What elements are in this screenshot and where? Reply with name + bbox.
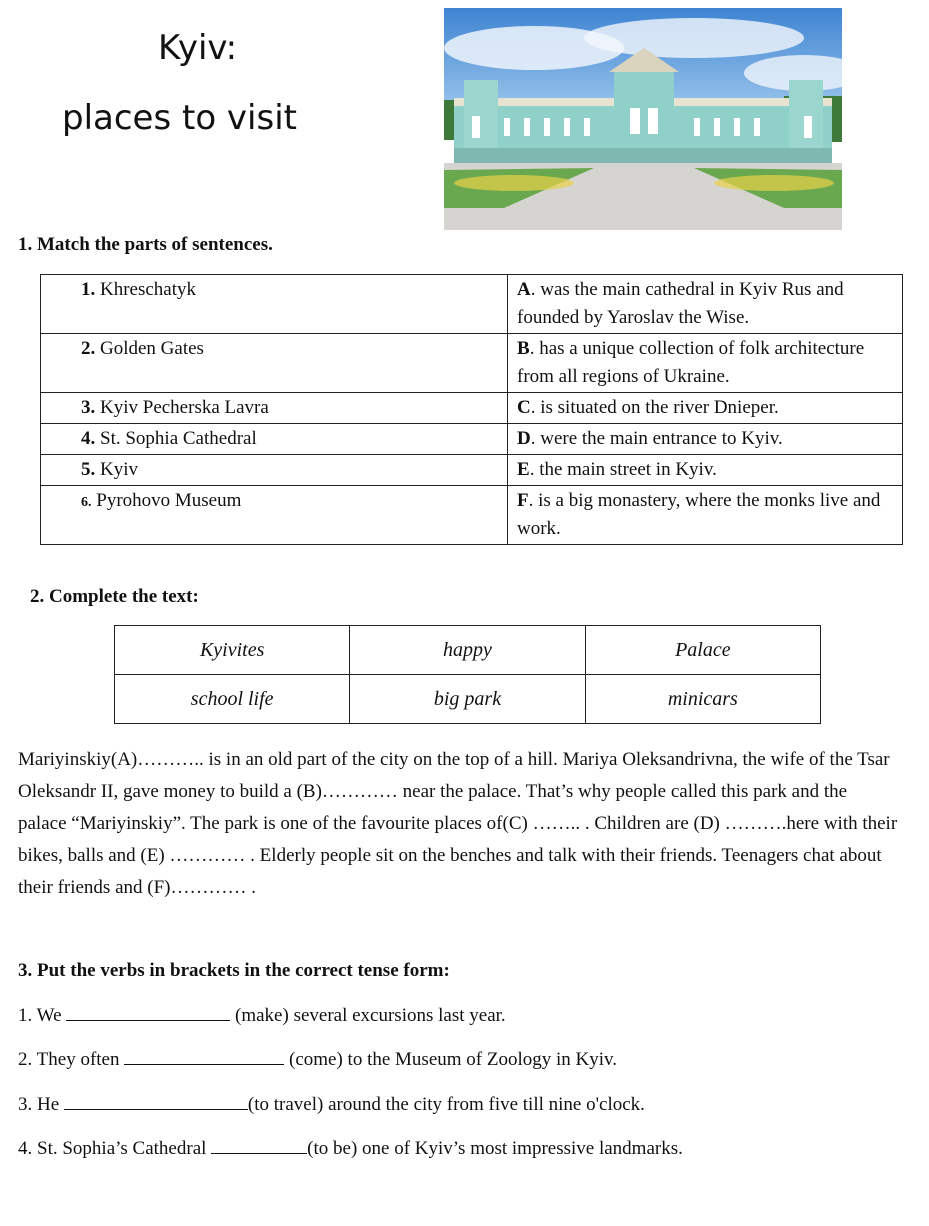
page-subtitle: places to visit (62, 98, 297, 138)
word-cell: minicars (585, 675, 820, 724)
task3-heading: 3. Put the verbs in brackets in the correct tense form: (18, 960, 450, 981)
table-row (41, 455, 903, 486)
table-row (41, 334, 903, 393)
table-row (41, 424, 903, 455)
match-right-item: D. were the main entrance to Kyiv. (508, 424, 903, 455)
word-cell: Palace (585, 626, 820, 675)
exercise-item: 4. St. Sophia’s Cathedral (to be) one of Kyiv’s most impressive landmarks. (18, 1135, 683, 1160)
match-right-item: E. the main street in Kyiv. (508, 455, 903, 486)
match-left-item: 5. Kyiv (41, 455, 508, 486)
match-left-item: 1. Khreschatyk (41, 275, 508, 334)
match-left-item: 2. Golden Gates (41, 334, 508, 393)
answer-blank[interactable] (124, 1046, 284, 1065)
answer-blank[interactable] (211, 1135, 307, 1154)
word-box (114, 625, 821, 724)
match-left-item: 3. Kyiv Pecherska Lavra (41, 393, 508, 424)
table-row (115, 675, 821, 724)
word-cell: Kyivites (115, 626, 350, 675)
table-row (115, 626, 821, 675)
match-right-item: A. was the main cathedral in Kyiv Rus and founded by Yaroslav the Wise. (508, 275, 903, 334)
match-right-item: C. is situated on the river Dnieper. (508, 393, 903, 424)
palace-photo (444, 8, 842, 230)
match-left-item: 4. St. Sophia Cathedral (41, 424, 508, 455)
exercise-item: 2. They often (come) to the Museum of Zoology in Kyiv. (18, 1046, 617, 1071)
word-cell: big park (350, 675, 585, 724)
exercise-item: 1. We (make) several excursions last year. (18, 1002, 506, 1027)
page-title: Kyiv: (158, 28, 238, 68)
gap-fill-text: Mariyinskiy(A)……….. is in an old part of the city on the top of a hill. Mariya Oleksandrivna, the wife of the Tsar Oleksandr II, gave money to build a (B)………… near the palace. That’s why people called this park and the palace “Mariyinskiy”. The park is one of the favourite places of(C) …….. . Children are (D) ……….here with their bikes, balls and (E) ………… . Elderly people sit on the benches and talk with their friends. Teenagers chat about their friends and (F)………… . (18, 749, 898, 898)
task2-heading: 2. Complete the text: (30, 586, 199, 607)
match-left-item: 6. Pyrohovo Museum (41, 486, 508, 545)
table-row (41, 486, 903, 545)
word-cell: happy (350, 626, 585, 675)
table-row (41, 275, 903, 334)
table-row (41, 393, 903, 424)
word-cell: school life (115, 675, 350, 724)
match-right-item: B. has a unique collection of folk architecture from all regions of Ukraine. (508, 334, 903, 393)
match-table (40, 274, 903, 545)
match-right-item: F. is a big monastery, where the monks live and work. (508, 486, 903, 545)
answer-blank[interactable] (66, 1002, 230, 1021)
task1-heading: 1. Match the parts of sentences. (18, 234, 273, 255)
exercise-item: 3. He (to travel) around the city from five till nine o'clock. (18, 1091, 645, 1116)
answer-blank[interactable] (64, 1091, 248, 1110)
